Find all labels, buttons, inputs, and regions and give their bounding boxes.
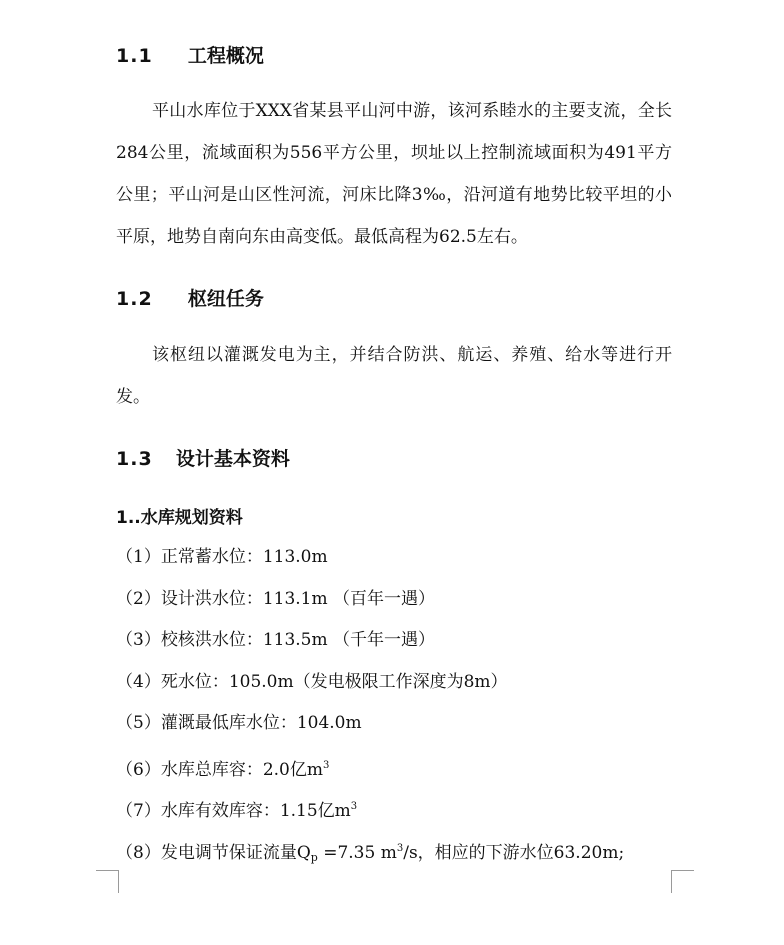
list-item: （6）水库总库容：2.0亿$m^3$ bbox=[116, 759, 330, 780]
list-item: （8）发电调节保证流量$Q_p =7.35$ $m^3/s$，相应的下游水位63.20m; bbox=[116, 842, 625, 864]
list-item: （4）死水位：105.0m（发电极限工作深度为8m） bbox=[116, 671, 508, 692]
section-number: 1.1 bbox=[116, 45, 153, 67]
list-item: （1）正常蓄水位：113.0m bbox=[116, 547, 328, 567]
paragraph-hub-task: 该枢纽以灌溉发电为主，并结合防洪、航运、养殖、给水等进行开发。 bbox=[116, 345, 672, 407]
list-item: （5）灌溉最低库水位：104.0m bbox=[116, 713, 362, 733]
subsection-heading-reservoir-planning: 1..水库规划资料 bbox=[116, 508, 243, 528]
page-margin-corner-mark-left bbox=[96, 870, 119, 893]
section-title: 工程概况 bbox=[187, 45, 264, 67]
section-title: 设计基本资料 bbox=[175, 448, 290, 470]
section-number: 1.3 bbox=[116, 448, 153, 470]
page-margin-corner-mark-right bbox=[671, 870, 694, 893]
reservoir-data-list bbox=[116, 537, 624, 869]
section-title: 枢纽任务 bbox=[187, 288, 264, 310]
section-heading-1-2 bbox=[116, 284, 264, 311]
paragraph-project-overview: 平山水库位于XXX省某县平山河中游，该河系睦水的主要支流，全长284公里，流域面积为556平方公里，坝址以上控制流域面积为491平方公里；平山河是山区性河流，河床比降3‰，沿河道有地势比较平坦的小平原，地势自南向东由高变低。最低高程为62.5左右。 bbox=[116, 101, 672, 247]
list-item: （2）设计洪水位：113.1m （百年一遇） bbox=[116, 588, 436, 609]
section-heading-1-1 bbox=[116, 41, 264, 68]
list-item: （3）校核洪水位：113.5m （千年一遇） bbox=[116, 630, 436, 650]
section-number: 1.2 bbox=[116, 288, 153, 310]
section-heading-1-3 bbox=[116, 444, 290, 471]
list-item: （7）水库有效库容：1.15亿$m^3$ bbox=[116, 801, 358, 821]
